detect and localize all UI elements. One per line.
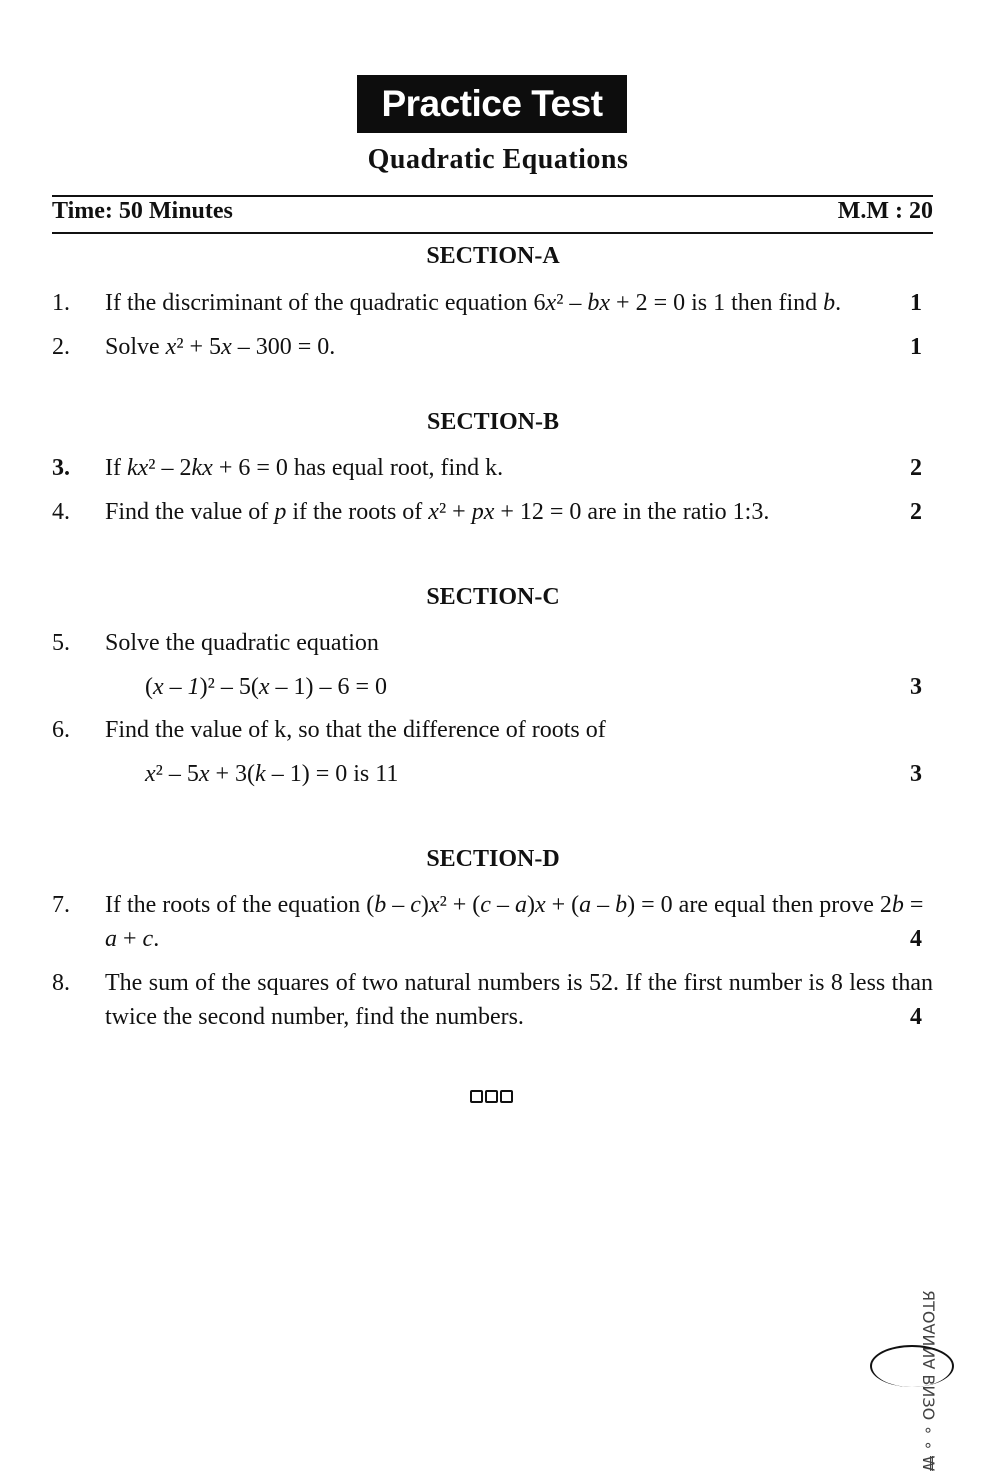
question-marks: 3 (910, 761, 922, 787)
corner-arc-decoration (870, 1345, 954, 1387)
question-text: If kx² – 2kx + 6 = 0 has equal root, find k. (105, 455, 504, 481)
section-b-heading: SECTION-B (426, 409, 560, 435)
question-text: The sum of the squares of two natural numbers is 52. If the first number is 8 less than twice the second number, find the numbers. (105, 970, 933, 1030)
question-number: 4. (52, 499, 70, 525)
question-number: 7. (52, 892, 70, 918)
question-text: Solve the quadratic equation (105, 630, 379, 656)
question-marks: 3 (910, 674, 922, 700)
question-marks: 2 (910, 499, 922, 525)
max-marks-label: M.M : 20 (837, 198, 933, 224)
practice-test-badge: Practice Test (357, 75, 627, 133)
question-equation: (x – 1)² – 5(x – 1) – 6 = 0 (145, 674, 388, 700)
question-marks: 4 (910, 926, 922, 952)
question-number: 5. (52, 630, 70, 656)
end-of-paper-mark (470, 1090, 513, 1103)
section-d-heading: SECTION-D (426, 846, 560, 872)
question-text: If the roots of the equation (b – c)x² + (c – a)x + (a – b) = 0 are equal then prove 2b = a + c. (105, 892, 924, 952)
question-text: Find the value of k, so that the difference of roots of (105, 717, 606, 743)
question-number: 8. (52, 970, 70, 996)
question-text: Solve x² + 5x – 300 = 0. (105, 334, 336, 360)
question-number: 1. (52, 290, 70, 316)
question-marks: 1 (910, 334, 922, 360)
section-c-heading: SECTION-C (426, 584, 560, 610)
header-top-rule (52, 195, 933, 197)
end-box-icon (470, 1090, 483, 1103)
question-marks: 4 (910, 1004, 922, 1030)
question-text: Find the value of p if the roots of x² + px + 12 = 0 are in the ratio 1:3. (105, 499, 770, 525)
page-subtitle: Quadratic Equations (367, 144, 629, 175)
question-marks: 2 (910, 455, 922, 481)
end-box-icon (485, 1090, 498, 1103)
question-equation: x² – 5x + 3(k – 1) = 0 is 11 (145, 761, 399, 787)
question-marks: 1 (910, 290, 922, 316)
side-margin-text: ЯTO∀ИИ∀ ВИЗО ∘ ∘ ₩ (919, 1290, 938, 1471)
section-a-heading: SECTION-A (426, 243, 560, 269)
end-box-icon (500, 1090, 513, 1103)
question-number: 2. (52, 334, 70, 360)
header-bottom-rule (52, 232, 933, 234)
time-label: Time: 50 Minutes (52, 198, 233, 224)
question-number: 3. (52, 455, 70, 481)
question-number: 6. (52, 717, 70, 743)
question-text: If the discriminant of the quadratic equation 6x² – bx + 2 = 0 is 1 then find b. (105, 290, 842, 316)
